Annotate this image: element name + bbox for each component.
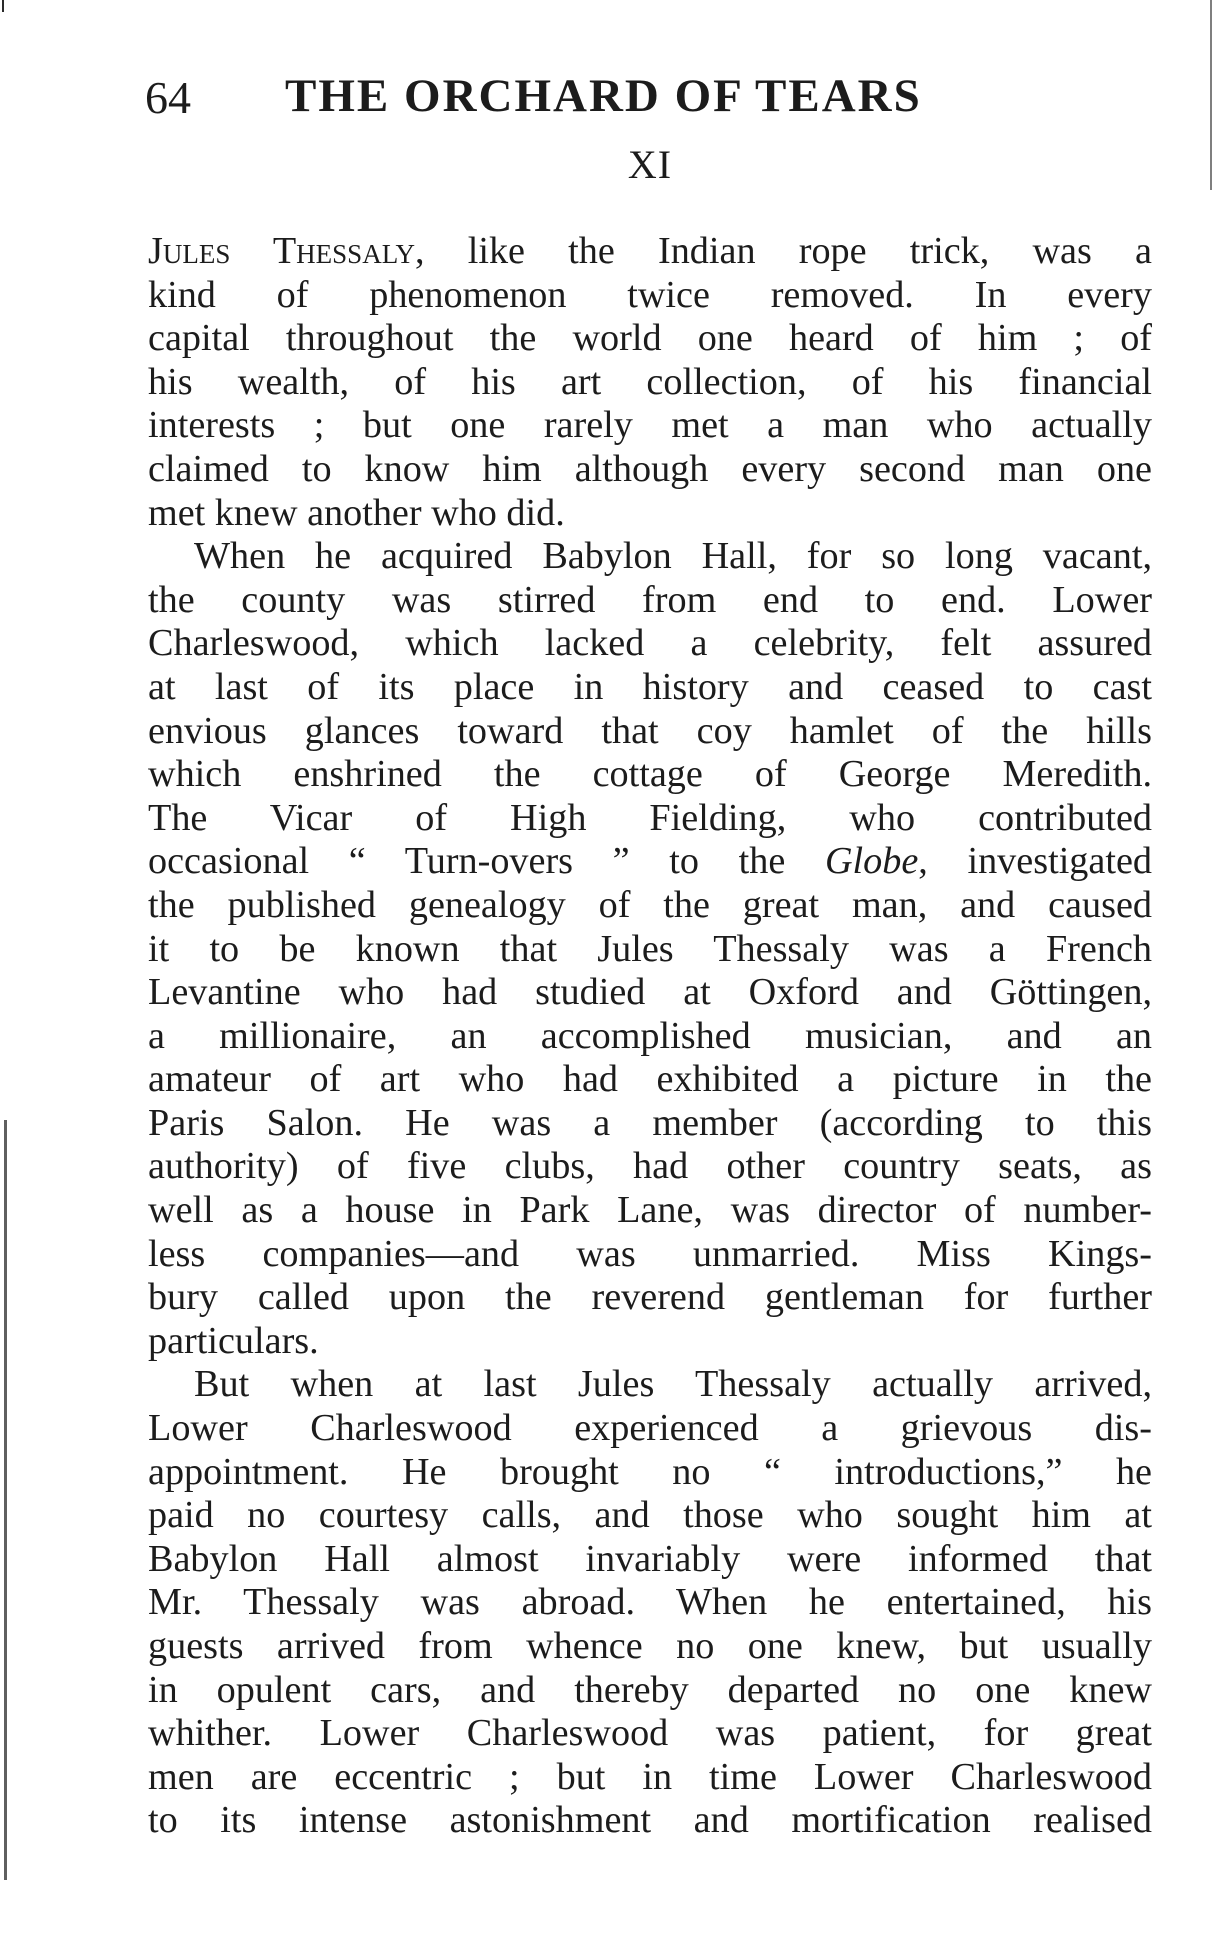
opening-smallcaps: Jules Thessaly, [148,230,425,272]
text-line: the county was stirred from end to end. Lower [148,578,1152,621]
page-edge-mark [2,0,4,12]
chapter-heading: XI [627,142,673,187]
text-line: occasional “ Turn-overs ” to the Globe, investigated [148,840,1153,883]
text-line: claimed to know him although every second man one [148,447,1152,490]
chapter-body [148,230,1152,1843]
text-line: particulars. [148,1319,319,1362]
text-line: guests arrived from whence no one knew, but usually [148,1625,1152,1667]
text-line: which enshrined the cottage of George Meredith. [148,753,1152,796]
text-line: Jules Thessaly, like the Indian rope trick, was a [148,230,1152,272]
text-line: well as a house in Park Lane, was director of number- [148,1189,1152,1232]
text-line: to its intense astonishment and mortification realised [148,1799,1152,1842]
text-line: interests ; but one rarely met a man who actually [148,404,1152,447]
text-line: capital throughout the world one heard of him ; of [148,317,1152,360]
text-line: less companies—and was unmarried. Miss Kings- [148,1232,1152,1275]
text-line: bury called upon the reverend gentleman for further [148,1276,1152,1319]
text-line: Babylon Hall almost invariably were informed that [148,1537,1152,1580]
book-title: THE ORCHARD OF TEARS [285,70,922,122]
text-line: Levantine who had studied at Oxford and Göttingen, [148,971,1152,1014]
paragraph [148,230,1152,535]
text-line: it to be known that Jules Thessaly was a French [148,927,1152,970]
text-line: paid no courtesy calls, and those who sought him at [148,1494,1152,1537]
page-edge-shadow [4,1120,7,1880]
text-line: at last of its place in history and ceased to cast [148,665,1152,708]
text-line: kind of phenomenon twice removed. In every [148,273,1152,316]
paragraph [148,1363,1152,1843]
text-line: But when at last Jules Thessaly actually arrived, [194,1363,1152,1406]
text-line: Paris Salon. He was a member (according to this [148,1101,1152,1144]
text-line: men are eccentric ; but in time Lower Charleswood [148,1755,1152,1798]
text-line: authority) of five clubs, had other country seats, as [148,1145,1152,1188]
text-line: the published genealogy of the great man, and caused [148,883,1152,926]
text-line: Mr. Thessaly was abroad. When he entertained, his [148,1581,1152,1624]
text-line: appointment. He brought no “ introductions,” he [148,1450,1152,1493]
text-line: envious glances toward that coy hamlet of the hills [148,709,1152,752]
italic-title: Globe [824,840,919,883]
text-line: amateur of art who had exhibited a picture in the [148,1058,1152,1101]
text-line: met knew another who did. [148,491,565,534]
text-line: whither. Lower Charleswood was patient, for great [148,1712,1152,1755]
text-line: in opulent cars, and thereby departed no one knew [148,1668,1152,1711]
running-head [145,62,1155,122]
paragraph [148,535,1152,1363]
text-line: a millionaire, an accomplished musician, and an [148,1014,1152,1057]
text-line: Lower Charleswood experienced a grievous dis- [148,1407,1152,1450]
text-line: When he acquired Babylon Hall, for so long vacant, [194,535,1152,578]
text-line: The Vicar of High Fielding, who contributed [148,796,1152,839]
page-number: 64 [145,72,191,123]
text-line: Charleswood, which lacked a celebrity, felt assured [148,622,1152,665]
text-line: his wealth, of his art collection, of his financial [148,360,1152,403]
